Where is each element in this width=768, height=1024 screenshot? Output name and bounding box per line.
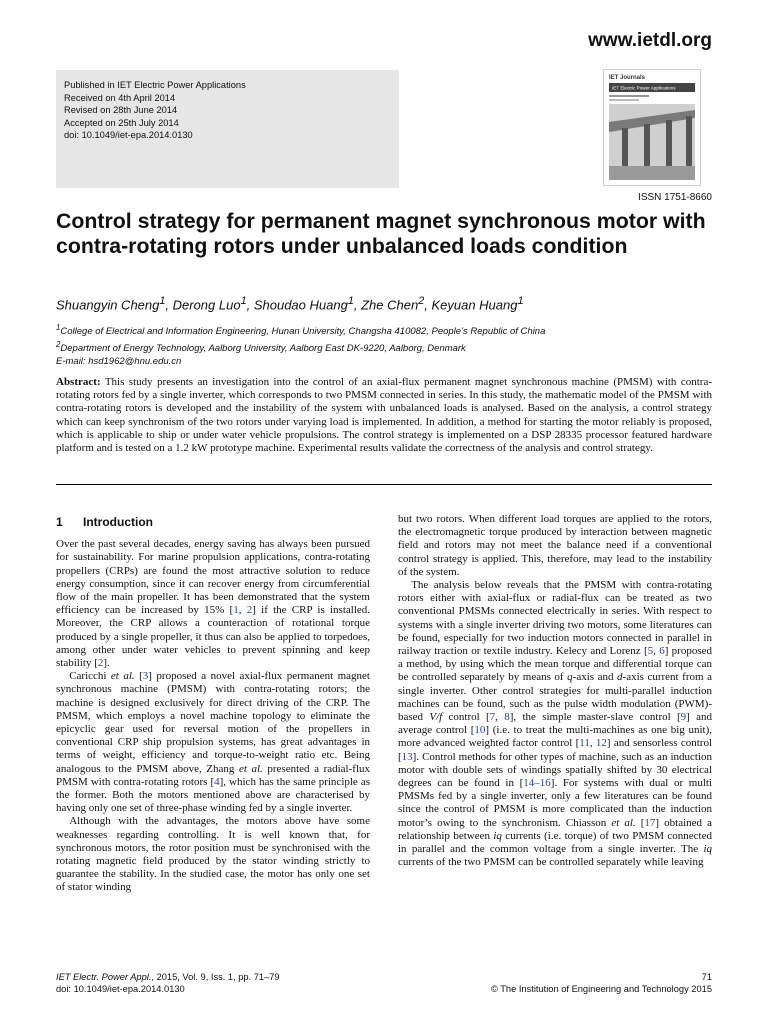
text-run: ] and sensorless control [ (398, 737, 713, 763)
text-run: ], which has the same principle as the former. Both the motors mentioned above are characterised by having only one set of three-phase winding fed by a single inverter. (56, 775, 370, 815)
text-run: ] if the CRP is installed. Moreover, the CRP allows a counteraction of rotational torque produced by a single propeller, it thus can also be applied to torpedoes, among other under water vehicles to prevent spinning and keep stability [ (56, 604, 371, 670)
pub-line: Received on 4th April 2014 (64, 92, 176, 103)
text-run: The analysis below reveals that the PMSM with contra-rotating rotors either with axial-flux or radial-flux can be treated as two conventional PMSMs connected electrically in series. With respect to systems with a single inverter driving two motors, some literatures can be found, especially for two induction motors connected in parallel in railway traction or textile industry. Kelecy and Lorenz [ (398, 579, 712, 658)
text-run: ] and average control [ (398, 711, 713, 737)
author-affil-sup: 1 (347, 295, 354, 307)
author-name: Derong Luo (172, 297, 241, 313)
text-run: but two rotors. When different load torques are applied to the rotors, the electromagnetic torque produced by interaction between magnetic field and rotors may not meet the balance need if a conventional control strategy is applied. This, therefore, may lead to the instability of the system. (398, 513, 712, 578)
affiliation: $^1$College of Electrical and Information Engineering, Hunan University, Changsha 410082, People’s Republic of China (56, 323, 546, 338)
abstract-text: This study presents an investigation into the control of an axial-flux permanent magnet synchronous machine (PMSM) with contra-rotating rotors fed by a single inverter, which corresponds to two PMSM connected in series. In this study, the mathematic model of the PMSM with contra-rotating rotors is developed and the instability of the system with unbalanced loads is analysed. Based on the analysis, a control strategy which can keep synchronism of the two rotors under varying load is implemented. In addition, a method for starting the motor reliably is proposed, which is applicable to ship or under water vehicle propulsions. The control strategy is implemented on a DSP 28335 processor featured hardware platform and is tested on a 1.2 kW prototype machine. Experimental results validate the correctness of the analysis and control strategy. (56, 376, 712, 455)
text-run: et al. (238, 762, 263, 775)
col1-body (56, 538, 370, 894)
citation-link[interactable]: 7 (489, 711, 496, 724)
cover-brand: IET Journals (609, 75, 646, 81)
text-run: -axis and (572, 671, 618, 684)
body-paragraph (56, 815, 370, 894)
text-run: d (617, 671, 623, 684)
author-name: Shuangyin Cheng (56, 297, 160, 313)
text-run: control [ (442, 711, 490, 724)
text-run: -axis current from a single inverter. Other control strategies for multi-parallel induction machines can be found, such as the pulse width modulation (PWM)-based (398, 671, 712, 724)
citation-link[interactable]: 11 (579, 737, 590, 750)
text-run: , (495, 711, 505, 724)
contact-email[interactable]: E-mail: hsd1962@hnu.edu.cn (56, 355, 182, 367)
abstract (56, 376, 712, 455)
citation-link[interactable]: 9 (680, 711, 687, 724)
citation-link[interactable]: 5 (647, 645, 654, 658)
text-run: iq (493, 829, 502, 842)
publication-info-box (56, 70, 399, 188)
text-run: et al. (110, 670, 135, 683)
abstract-label: Abstract: (56, 376, 101, 388)
text-run: ] obtained a relationship between (398, 816, 712, 842)
text-run: [ (134, 670, 143, 683)
footer-doi: doi: 10.1049/iet-epa.2014.0130 (56, 984, 185, 994)
text-run: presented a radial-flux PMSM with contra-rotating rotors [ (56, 762, 370, 788)
text-run: ] (i.e. to treat the multi-machines as one big unit), more advanced weighted factor control [ (398, 724, 712, 750)
author-name: Zhe Chen (361, 297, 419, 313)
footer-right (491, 971, 712, 995)
text-run: Over the past several decades, energy saving has always been pursued for sustainability. For marine propulsion applications, contra-rotating propellers (CRPs) are found the most attractive solution to reduce energy consumption, since it can recover energy from circumferential flow of the main propeller. It has been demonstrated that the system efficiency can be increased by 15% [ (56, 538, 370, 617)
body-paragraph (398, 579, 712, 869)
affiliation: $^2$Department of Energy Technology, Aalborg University, Aalborg East DK-9220, Aalborg, Denmark (56, 339, 466, 355)
text-run: q (567, 671, 573, 684)
text-run: iq (703, 843, 712, 856)
text-run: ]. (103, 657, 110, 670)
text-run: et al. (611, 816, 636, 829)
divider (56, 484, 712, 485)
affiliations (56, 322, 545, 369)
body-paragraph (398, 513, 712, 579)
section-title: Introduction (83, 515, 153, 529)
page-number: 71 (701, 972, 712, 982)
body-paragraph (56, 538, 370, 670)
citation-link[interactable]: 17 (644, 816, 656, 829)
text-run: ] proposed a method, by using which the mean torque and differential torque can be controlled separately by means of (398, 645, 713, 684)
body-paragraph (56, 670, 370, 815)
footer-journal: IET Electr. Power Appl. (56, 972, 152, 982)
author-list: Shuangyin Cheng$^1$, Derong Luo$^1$, Shoudao Huang$^1$, Zhe Chen$^2$, Keyuan Huang$^1$ (56, 295, 524, 313)
text-run: ]. For systems with dual or multi PMSMs fed by a single inverter, only a few literatures can be found since the control of PMSM is more complicated than the induction motor’s owing to the synchronism. Chiasson (398, 777, 712, 829)
text-run: Although with the advantages, the motors above have some weaknesses regarding controlling. It is well known that, for synchronous motors, the rotor position must be synchronised with the rotating magnetic field produced by the stator winding strictly to guarantee the stability. In the studied case, the motor has only one set of stator winding (56, 815, 370, 894)
footer-volume: , 2015, Vol. 9, Iss. 1, pp. 71–79 (151, 972, 280, 982)
citation-link[interactable]: 6 (659, 645, 665, 658)
text-run: ]. Control methods for other types of machine, such as an induction motor with double sets of windings spatially shifted by 30 electrical degrees can be found in [ (398, 750, 712, 790)
site-url[interactable]: www.ietdl.org (588, 30, 712, 51)
author-name: Shoudao Huang (253, 297, 348, 313)
citation-link[interactable]: 10 (474, 724, 486, 737)
citation-link[interactable]: 3 (142, 670, 149, 683)
cover-journal: IET Electric Power Applications (612, 85, 676, 91)
text-run: ] proposed a novel axial-flux permanent magnet synchronous machine (PMSM) with contra-rotating rotors; the machine is designed exclusively for direct driving of the CRP. The PMSM, which employs a novel machine topology to eliminate the epicyclic gear used for reversal motion of the propellers in conventional CRP ship propulsion systems, has great advantages in terms of weight, efficiency and torque-to-weight ratio etc. Being analogous to the PMSM above, Zhang (56, 670, 370, 775)
citation-link[interactable]: 1 (233, 604, 239, 617)
col2-body (398, 513, 712, 869)
body-column-left (56, 513, 370, 895)
citation-link[interactable]: 2 (97, 657, 104, 670)
text-run: ], the simple master-slave control [ (509, 711, 681, 724)
copyright: © The Institution of Engineering and Technology 2015 (490, 984, 712, 994)
author-affil-sup: 1 (517, 295, 524, 307)
bridge-photo-icon (604, 70, 700, 185)
paper-title: Control strategy for permanent magnet synchronous motor with contra-rotating rotors under unbalanced loads condition (56, 209, 706, 258)
citation-link[interactable]: 14–16 (523, 777, 551, 790)
text-run: , (653, 645, 660, 658)
pub-line: Published in IET Electric Power Applications (64, 80, 246, 90)
text-run: currents of the two PMSM can be controlled separately while leaving (398, 856, 704, 869)
text-run: currents (i.e. torque) of two PMSM connected in parallel and the common voltage from a single inverter. The (398, 829, 712, 856)
author-name: Keyuan Huang (431, 297, 518, 313)
citation-link[interactable]: 12 (595, 737, 607, 750)
journal-cover-image (603, 69, 701, 186)
section-heading (56, 516, 370, 529)
citation-link[interactable]: 8 (504, 711, 510, 724)
footer-citation (56, 971, 280, 995)
text-run: V/f (429, 711, 443, 724)
author-affil-sup: 2 (418, 295, 425, 307)
body-column-right (398, 513, 712, 869)
svg-text:IET Journals (609, 75, 646, 81)
author-affil-sup: 1 (159, 295, 166, 307)
svg-text:IET Electric Power Application (612, 86, 676, 91)
citation-link[interactable]: 4 (214, 775, 220, 788)
author-affil-sup: 1 (240, 295, 247, 307)
pub-line: Accepted on 25th July 2014 (64, 117, 179, 128)
issn: ISSN 1751-8660 (638, 192, 712, 203)
citation-link[interactable]: 2 (246, 604, 253, 617)
text-run: [ (635, 816, 645, 829)
text-run: Caricchi (69, 670, 111, 683)
pub-line: Revised on 28th June 2014 (64, 105, 178, 116)
citation-link[interactable]: 13 (401, 750, 413, 763)
text-run: , (238, 604, 247, 617)
section-number: 1 (56, 515, 63, 529)
text-run: , (589, 737, 596, 750)
pub-line: doi: 10.1049/iet-epa.2014.0130 (64, 130, 193, 141)
